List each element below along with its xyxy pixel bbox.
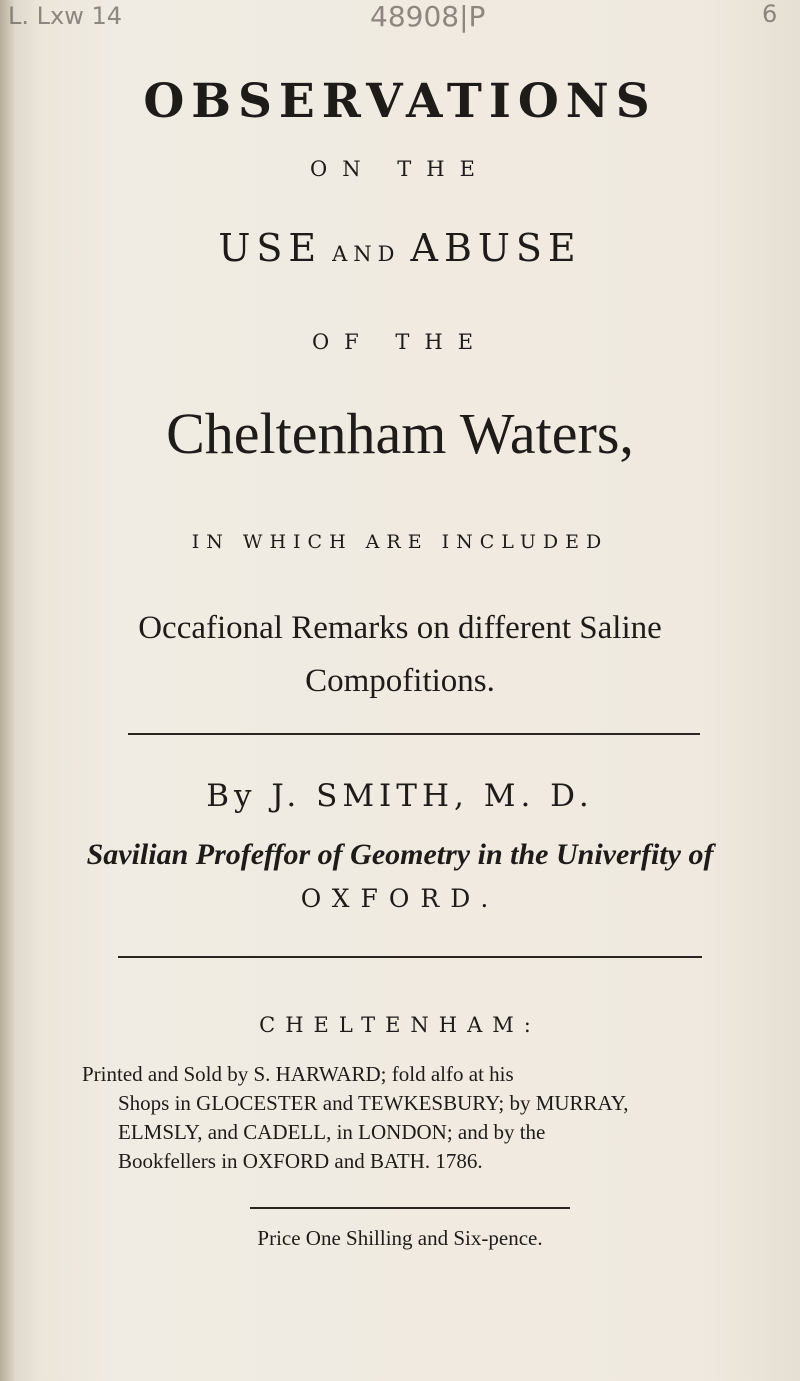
- imprint-line: ELMSLY, and CADELL, in LONDON; and by the: [118, 1120, 546, 1144]
- title-use-and-abuse: [0, 226, 800, 270]
- subtitle-compositions: Compofitions.: [305, 663, 495, 699]
- imprint-line: Bookfellers in OXFORD and BATH. 1786.: [118, 1149, 483, 1173]
- handwritten-corner-mark: 6: [762, 0, 778, 28]
- imprint-line: Printed and Sold by S. HARWARD; fold alfo at his: [82, 1062, 514, 1086]
- handwritten-catalog-number: 48908|P: [370, 0, 486, 33]
- subtitle-occasional-remarks: Occafional Remarks on different Saline: [138, 610, 662, 646]
- title-abuse: ABUSE: [410, 226, 582, 270]
- divider-rule: [250, 1207, 570, 1209]
- author-position: Savilian Profeffor of Geometry in the Univerfity of: [86, 838, 714, 871]
- title-of-the: OF THE: [311, 330, 489, 354]
- imprint-line: Shops in GLOCESTER and TEWKESBURY; by MURRAY,: [118, 1091, 629, 1115]
- author-place: OXFORD.: [300, 884, 500, 913]
- title-on-the: ON THE: [310, 157, 490, 181]
- author-byline: By J. SMITH, M. D.: [206, 778, 594, 814]
- title-cheltenham-waters: Cheltenham Waters,: [166, 401, 634, 466]
- divider-rule: [118, 956, 702, 958]
- imprint-city: CHELTENHAM:: [259, 1013, 541, 1037]
- price-line: Price One Shilling and Six-pence.: [257, 1226, 543, 1250]
- divider-rule: [128, 733, 700, 735]
- title-observations: OBSERVATIONS: [143, 74, 657, 129]
- title-and: AND: [332, 242, 401, 266]
- imprint-block: [82, 1060, 762, 1176]
- title-use: USE: [218, 226, 323, 270]
- handwritten-shelfmark: L. Lxw 14: [8, 2, 122, 30]
- subtitle-in-which: IN WHICH ARE INCLUDED: [191, 531, 609, 553]
